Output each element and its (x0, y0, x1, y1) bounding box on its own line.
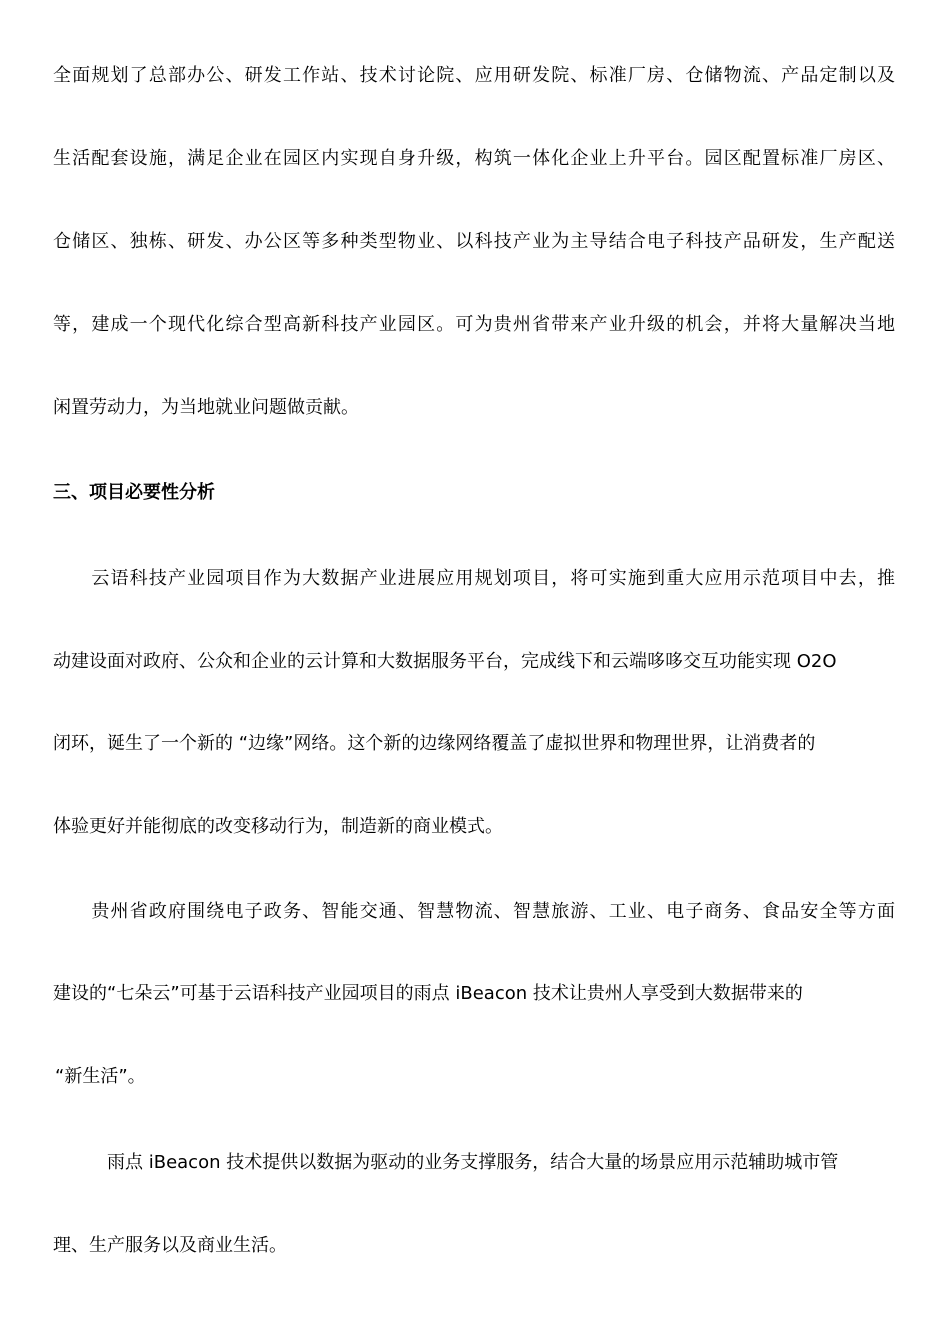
section-heading: 三、项目必要性分析 (53, 482, 215, 503)
paragraph-line: 理、生产服务以及商业生活。 (53, 1235, 287, 1256)
paragraph-line: 生活配套设施，满足企业在园区内实现自身升级，构筑一体化企业上升平台。园区配置标准厂房区、 (53, 148, 895, 169)
paragraph-line: 建设的“七朵云”可基于云语科技产业园项目的雨点 iBeacon 技术让贵州人享受到大数据带来的 (53, 983, 803, 1004)
paragraph-line: 云语科技产业园项目作为大数据产业进展应用规划项目，将可实施到重大应用示范项目中去，推 (53, 568, 895, 589)
paragraph-line: 闭环，诞生了一个新的 “边缘”网络。这个新的边缘网络覆盖了虚拟世界和物理世界，让消费者的 (53, 733, 816, 754)
paragraph-line: 仓储区、独栋、研发、办公区等多种类型物业、以科技产业为主导结合电子科技产品研发，生产配送 (53, 231, 895, 252)
paragraph-line: 体验更好并能彻底的改变移动行为，制造新的商业模式。 (53, 816, 503, 837)
paragraph-line: 贵州省政府围绕电子政务、智能交通、智慧物流、智慧旅游、工业、电子商务、食品安全等方面 (53, 901, 895, 922)
paragraph-line: 闲置劳动力，为当地就业问题做贡献。 (53, 397, 359, 418)
paragraph-line: 动建设面对政府、公众和企业的云计算和大数据服务平台，完成线下和云端哆哆交互功能实现 O2O (53, 651, 837, 672)
paragraph-line: “新生活”。 (55, 1066, 146, 1087)
paragraph-line: 等，建成一个现代化综合型高新科技产业园区。可为贵州省带来产业升级的机会，并将大量解决当地 (53, 314, 895, 335)
paragraph-line: 雨点 iBeacon 技术提供以数据为驱动的业务支撑服务，结合大量的场景应用示范辅助城市管 (53, 1152, 839, 1173)
paragraph-line: 全面规划了总部办公、研发工作站、技术讨论院、应用研发院、标准厂房、仓储物流、产品定制以及 (53, 65, 895, 86)
